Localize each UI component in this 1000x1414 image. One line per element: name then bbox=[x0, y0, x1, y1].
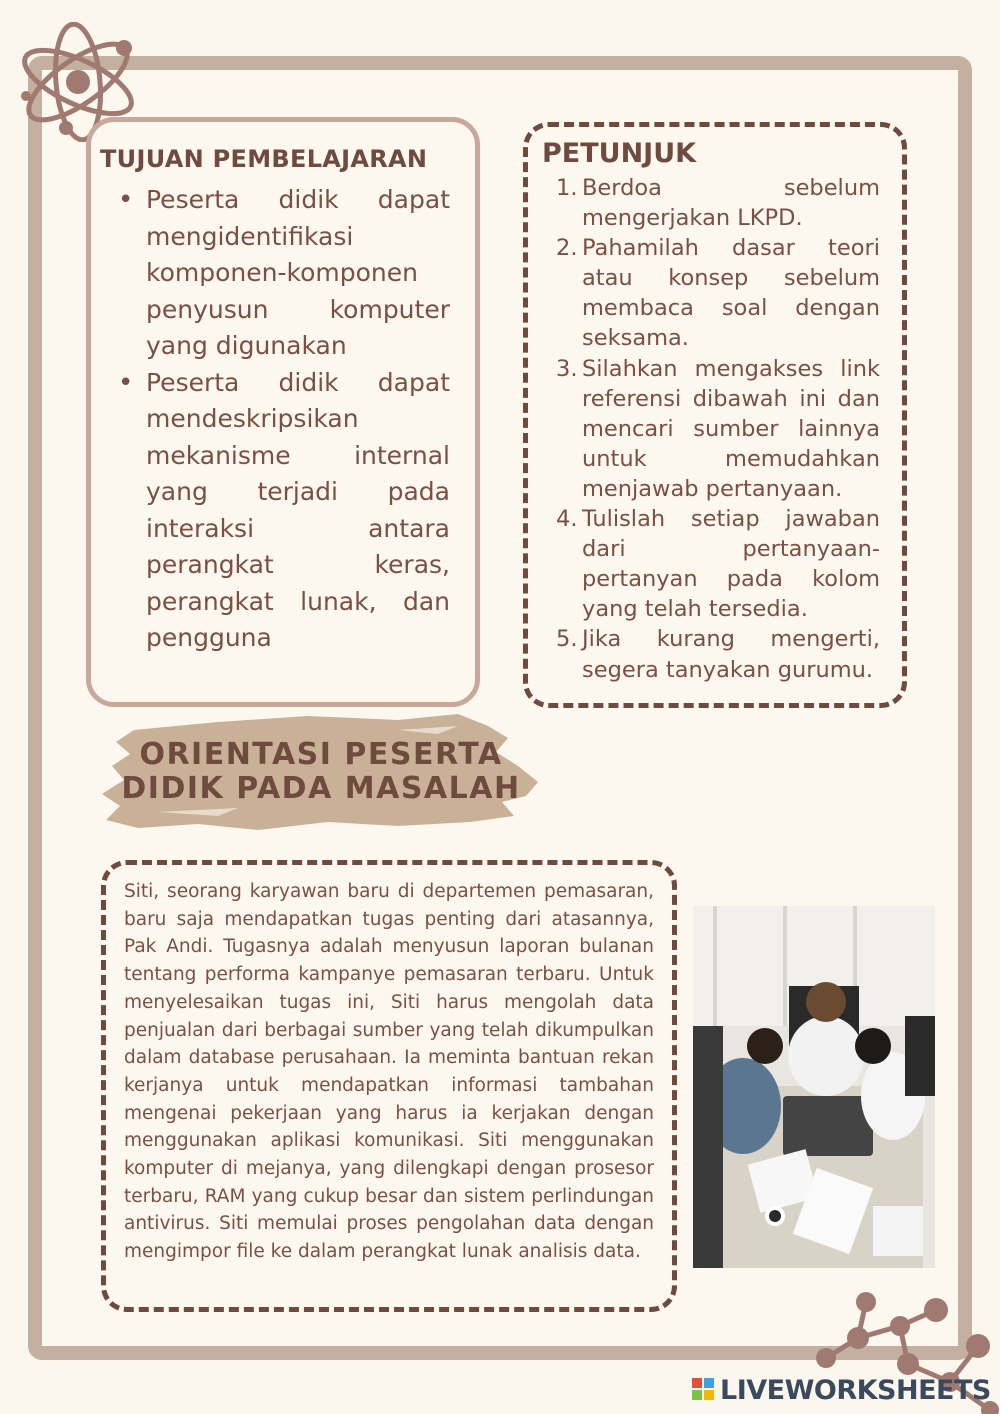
direction-item bbox=[556, 504, 880, 624]
direction-number: 1. bbox=[556, 175, 578, 201]
liveworksheets-brand[interactable] bbox=[692, 1371, 991, 1409]
direction-number: 2. bbox=[556, 235, 578, 262]
direction-text: Tulislah setiap jawaban dari pertanyaan-pertanyan pada kolom yang telah tersedia. bbox=[582, 506, 880, 623]
banner-line: DIDIK PADA MASALAH bbox=[121, 771, 521, 806]
goal-item: • Peserta didik dapat mengidentifikasi komponen-komponen penyusun komputer yang digunakan bbox=[114, 182, 450, 365]
direction-item bbox=[556, 173, 880, 233]
direction-text: Pahamilah dasar teori atau konsep sebelum membaca soal dengan seksama. bbox=[582, 235, 880, 352]
goal-item: • Peserta didik dapat mendeskripsikan mekanisme internal yang terjadi pada interaksi antara perangkat keras, perangkat lunak, dan pengguna bbox=[114, 365, 450, 657]
banner-line: ORIENTASI PESERTA bbox=[139, 737, 503, 772]
direction-item bbox=[556, 233, 880, 353]
direction-number: 5. bbox=[556, 626, 578, 653]
direction-text: Silahkan mengakses link referensi dibawah ini dan mencari sumber lainnya untuk memudahkan menjawab pertanyaan. bbox=[582, 355, 880, 502]
team-meeting-photo bbox=[693, 906, 935, 1268]
brand-name: LIVEWORKSHEETS bbox=[720, 1374, 991, 1406]
learning-goals-list bbox=[114, 182, 450, 657]
section-banner-title bbox=[98, 738, 544, 806]
direction-number: 3. bbox=[556, 355, 578, 382]
liveworksheets-logo-icon bbox=[692, 1376, 716, 1404]
direction-text: Jika kurang mengerti, segera tanyakan gurumu. bbox=[582, 626, 880, 683]
direction-number: 4. bbox=[556, 506, 578, 533]
direction-item bbox=[556, 354, 880, 504]
learning-goals-title: TUJUAN PEMBELAJARAN bbox=[100, 145, 428, 173]
story-text: Siti, seorang karyawan baru di departemen pemasaran, baru saja mendapatkan tugas penting dari atasannya, Pak Andi. Tugasnya adalah menyusun laporan bulanan tentang performa kampanye pemasaran terbaru. Untuk menyelesaikan tugas ini, Siti harus mengolah data penjualan dari berbagai sumber yang telah dikumpulkan dalam database perusahaan. Ia meminta bantuan rekan kerjanya untuk mendapatkan informasi tambahan mengenai pekerjaan yang harus ia kerjakan dengan menggunakan aplikasi komunikasi. Siti menggunakan komputer di mejanya, yang dilengkapi dengan prosesor terbaru, RAM yang cukup besar dan sistem perlindungan antivirus. Siti memulai proses pengolahan data dengan mengimpor file ke dalam perangkat lunak analisis data. bbox=[124, 881, 654, 1263]
directions-title: PETUNJUK bbox=[542, 138, 697, 169]
direction-item bbox=[556, 624, 880, 684]
directions-list bbox=[556, 173, 880, 685]
direction-text: Berdoa sebelum mengerjakan LKPD. bbox=[582, 175, 880, 232]
